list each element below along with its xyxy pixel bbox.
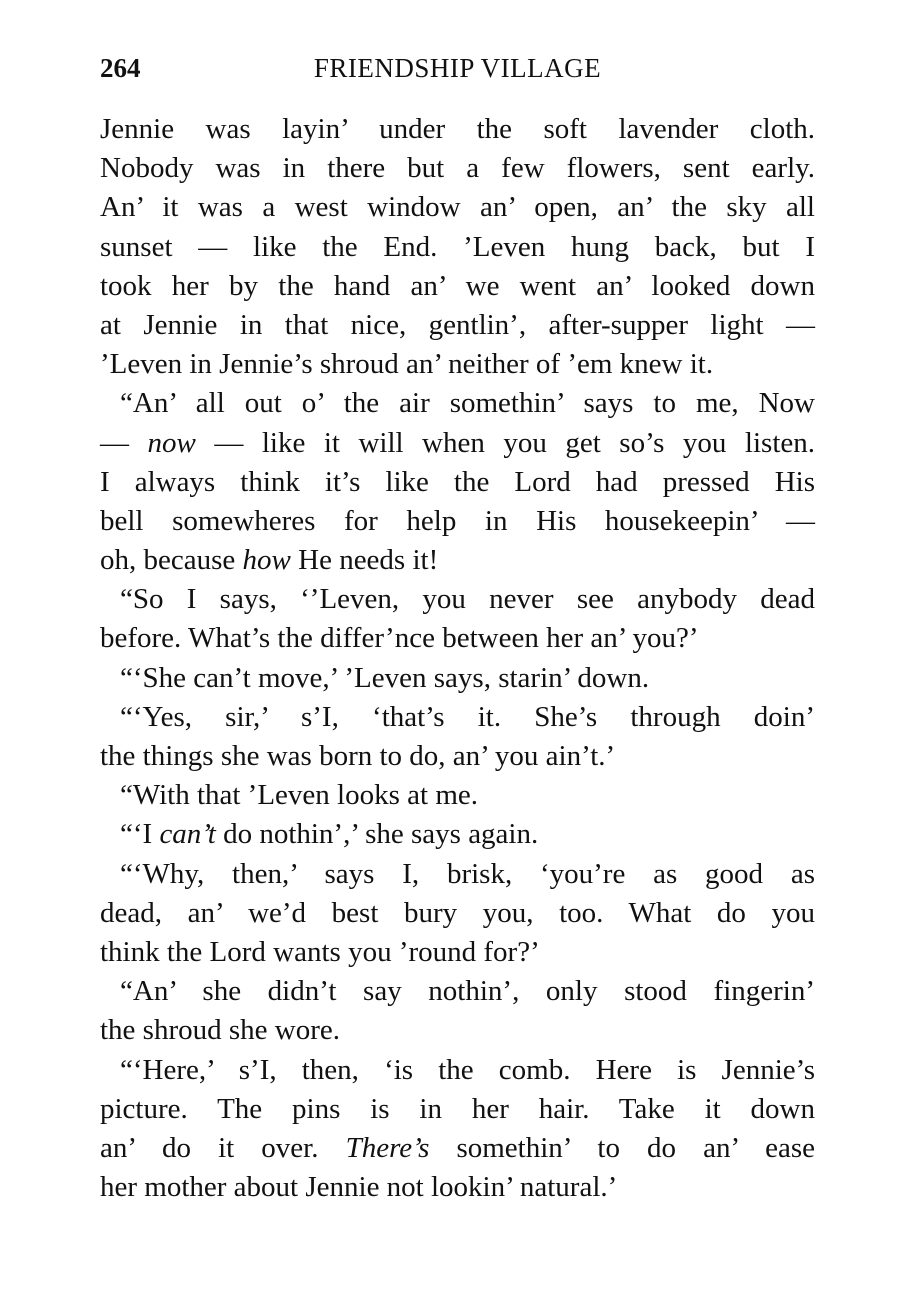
text-segment: “‘She can’t move,’ ’Leven says, starin’ down.	[120, 661, 650, 694]
text-line	[100, 345, 815, 384]
page-number: 264	[100, 53, 141, 83]
text-segment: somethin’ to do an’ ease	[429, 1131, 816, 1164]
text-segment: dead, an’ we’d best bury you, too. What do you	[100, 896, 815, 929]
text-line	[100, 149, 815, 188]
text-segment: “‘Yes, sir,’ s’I, ‘that’s it. She’s through doin’	[120, 700, 815, 733]
text-line	[100, 541, 815, 580]
text-segment: oh, because	[100, 544, 243, 577]
text-segment: picture. The pins is in her hair. Take it down	[100, 1092, 815, 1125]
text-segment: do nothin’,’ she says again.	[215, 818, 539, 851]
text-line	[100, 737, 815, 776]
text-segment: ’Leven in Jennie’s shroud an’ neither of ’em knew it.	[100, 348, 714, 381]
text-segment: “‘I	[120, 818, 160, 851]
italic-text: There’s	[345, 1131, 430, 1164]
text-line	[100, 855, 815, 894]
text-line	[100, 815, 815, 854]
text-line	[100, 1168, 815, 1207]
text-line	[100, 776, 815, 815]
text-segment: “An’ she didn’t say nothin’, only stood fingerin’	[120, 975, 815, 1008]
text-segment: the shroud she wore.	[100, 1014, 341, 1047]
text-line	[100, 619, 815, 658]
italic-text: can’t	[159, 818, 216, 851]
text-line	[100, 933, 815, 972]
text-line	[100, 659, 815, 698]
text-segment: sunset — like the End. ’Leven hung back, but I	[100, 230, 815, 263]
italic-text: how	[242, 544, 291, 577]
text-segment: “So I says, ‘’Leven, you never see anybody dead	[120, 583, 815, 616]
text-line	[100, 267, 815, 306]
text-line	[100, 463, 815, 502]
text-line	[100, 698, 815, 737]
text-segment: Jennie was layin’ under the soft lavender cloth.	[100, 113, 815, 145]
running-head	[100, 48, 815, 88]
text-segment: Nobody was in there but a few flowers, sent early.	[100, 152, 815, 185]
text-segment: —	[100, 426, 148, 459]
text-line	[100, 110, 815, 149]
text-line	[100, 306, 815, 345]
text-segment: an’ do it over.	[100, 1131, 346, 1164]
text-line	[100, 1090, 815, 1129]
text-segment: “‘Why, then,’ says I, brisk, ‘you’re as good as	[120, 857, 815, 890]
text-line	[100, 502, 815, 541]
body-text	[100, 110, 815, 1207]
text-line	[100, 384, 815, 423]
text-segment: think the Lord wants you ’round for?’	[100, 935, 540, 968]
text-segment: the things she was born to do, an’ you ain’t.’	[100, 740, 616, 772]
text-line	[100, 1011, 815, 1050]
text-segment: — like it will when you get so’s you listen.	[195, 426, 815, 459]
text-line	[100, 972, 815, 1011]
text-segment: He needs it!	[290, 544, 439, 577]
running-title: FRIENDSHIP VILLAGE	[313, 53, 602, 83]
italic-text: now	[147, 426, 196, 459]
text-line	[100, 228, 815, 267]
text-segment: before. What’s the differ’nce between her an’ you?’	[100, 622, 699, 655]
text-segment: “An’ all out o’ the air somethin’ says to me, Now	[120, 387, 815, 420]
text-line	[100, 1129, 815, 1168]
text-line	[100, 424, 815, 463]
text-segment: “With that ’Leven looks at me.	[120, 779, 478, 812]
text-segment: I always think it’s like the Lord had pressed His	[100, 465, 815, 498]
text-segment: An’ it was a west window an’ open, an’ the sky all	[100, 191, 815, 224]
text-segment: took her by the hand an’ we went an’ looked down	[100, 269, 815, 302]
text-line	[100, 188, 815, 227]
text-line	[100, 1051, 815, 1090]
text-line	[100, 580, 815, 619]
text-segment: at Jennie in that nice, gentlin’, after-supper light —	[100, 308, 815, 341]
text-segment: her mother about Jennie not lookin’ natural.’	[100, 1171, 618, 1204]
text-line	[100, 894, 815, 933]
text-segment: bell somewheres for help in His housekeepin’ —	[100, 504, 815, 537]
text-segment: “‘Here,’ s’I, then, ‘is the comb. Here is Jennie’s	[120, 1053, 815, 1086]
